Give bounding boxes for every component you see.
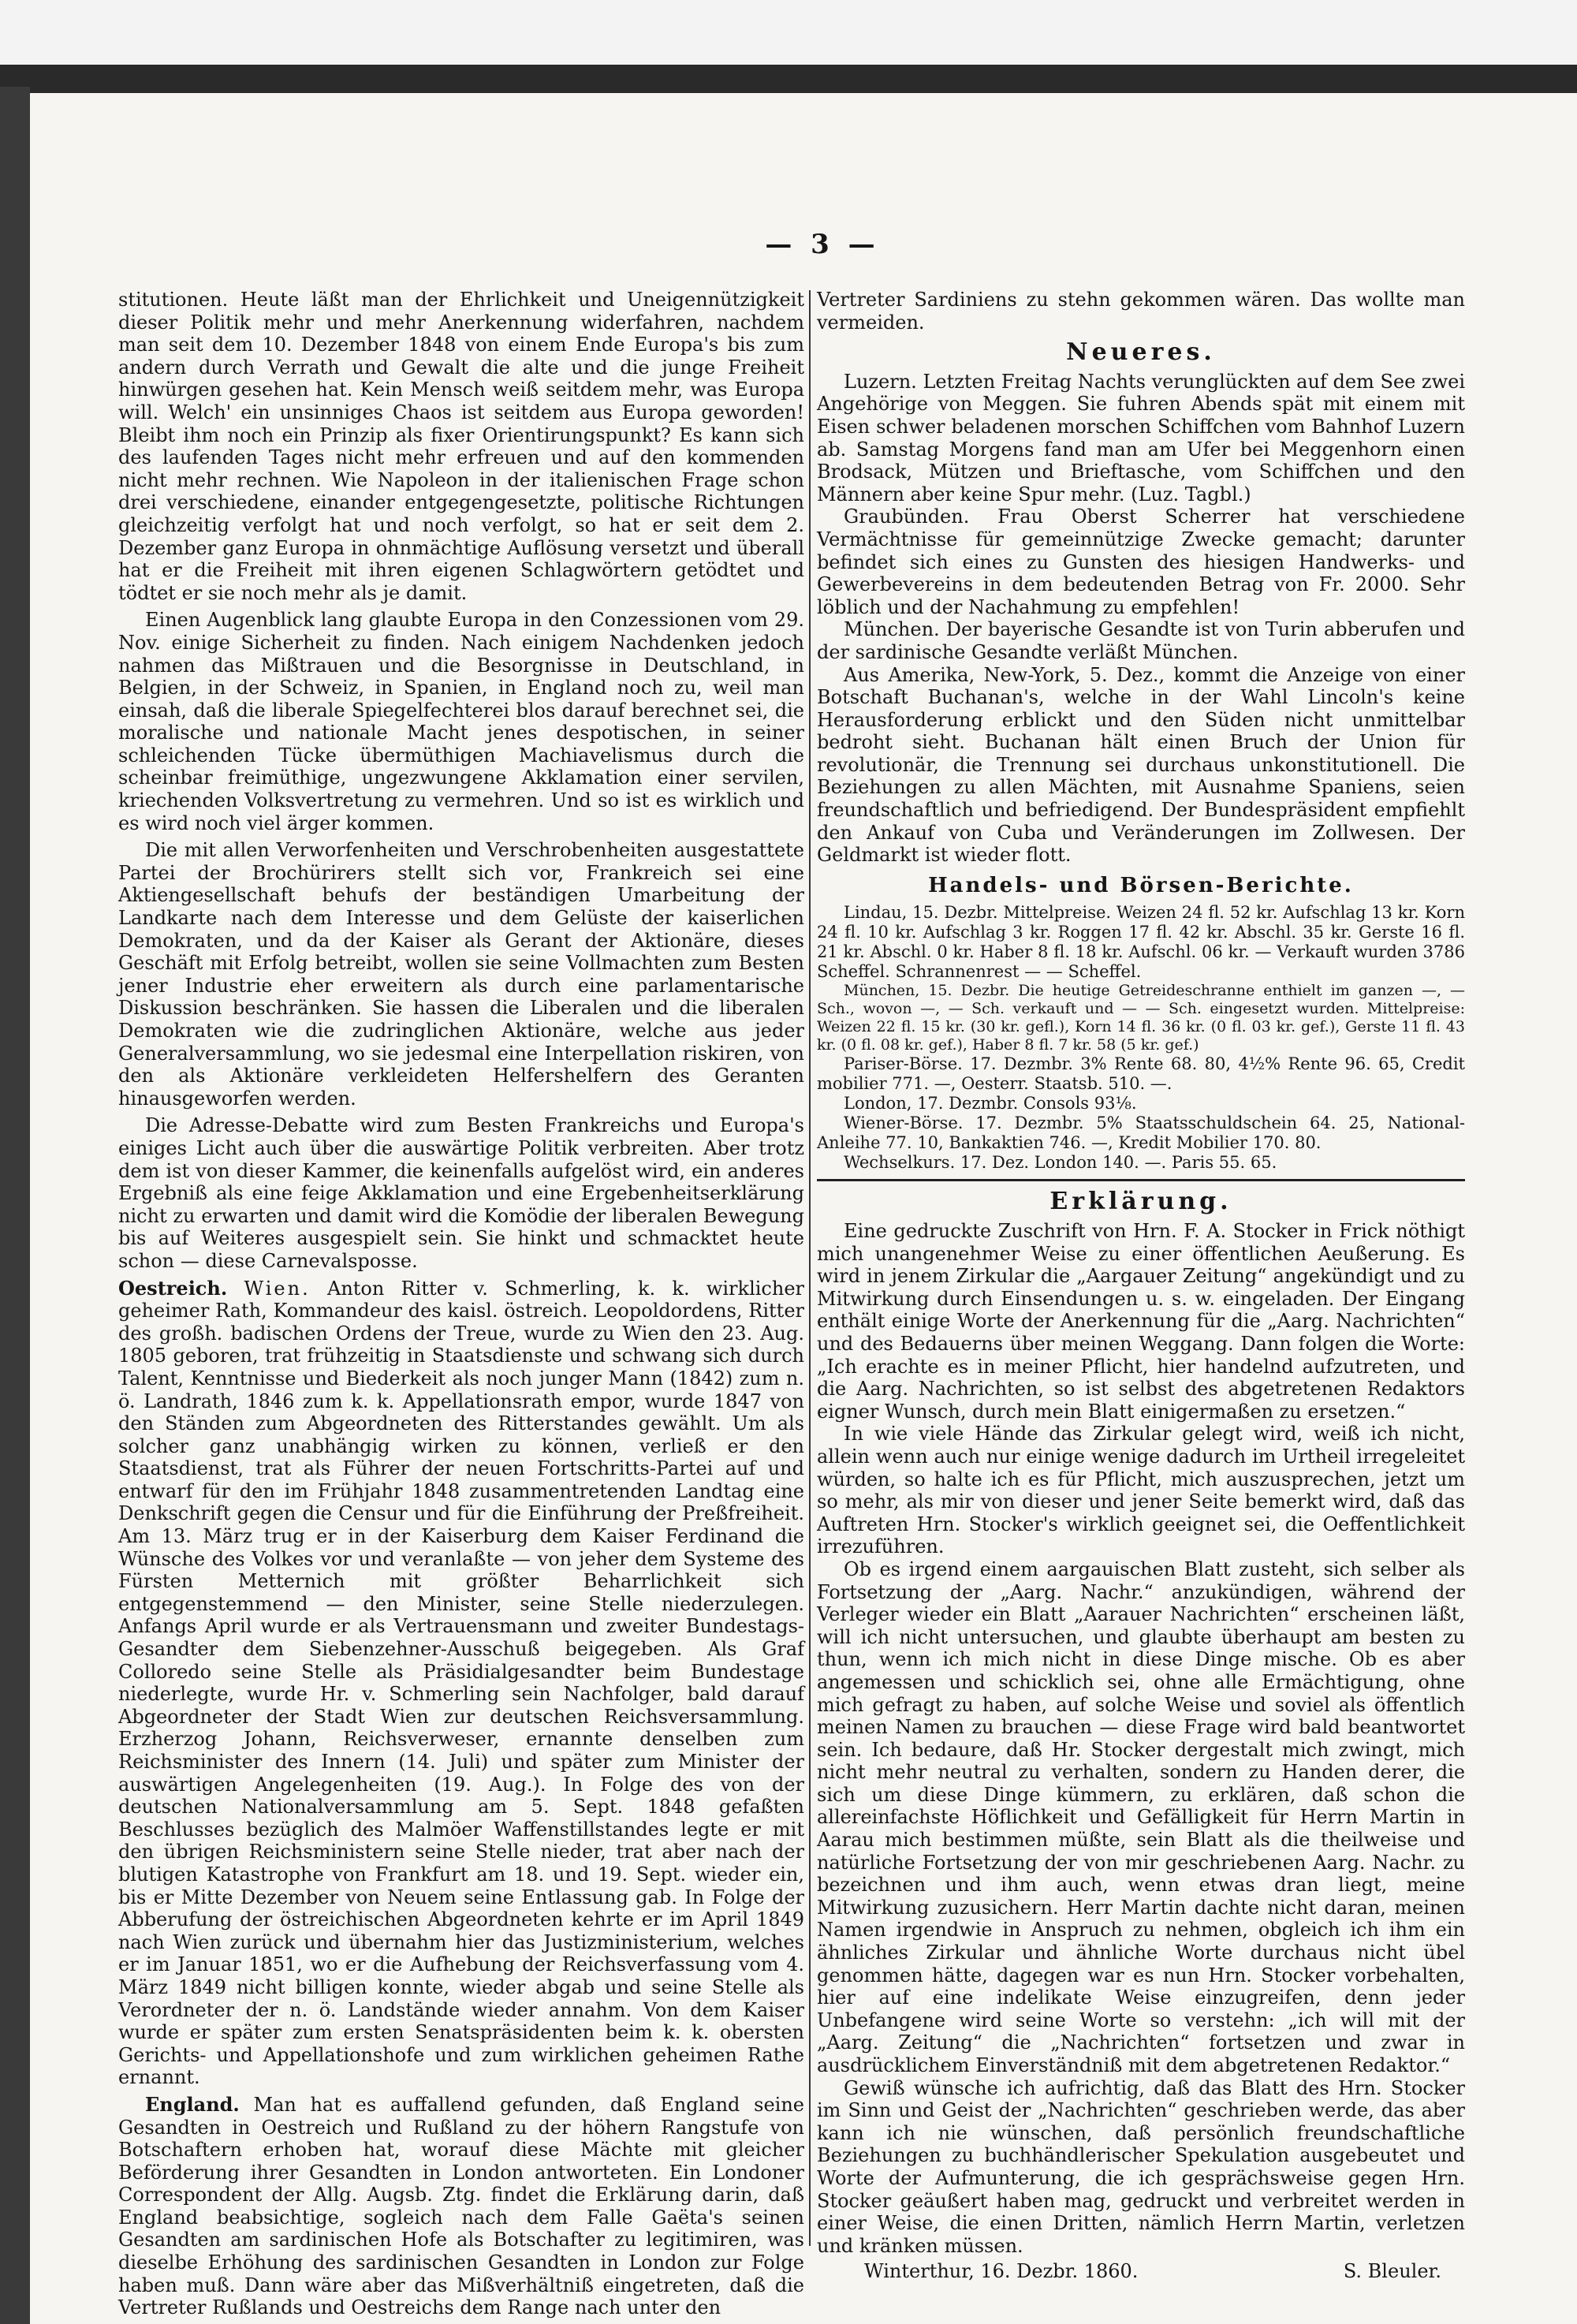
news-item: Aus Amerika, New-York, 5. Dez., kommt die Anzeige von einer Botschaft Buchanan's, welche in der Wahl Lincoln's keine Herausforderung erblickt und den Süden nicht unmittelbar bedroht sieht. Buchanan hält einen Bruch der Union für revolutionär, die Trennung sei durchaus unkonstitutionell. Die Beziehungen zu allen Mächten, mit Ausnahme Spaniens, seien freundschaftlich und befriedigend. Der Bundespräsident empfiehlt den Ankauf von Cuba und Veränderungen im Zollwesen. Der Geldmarkt ist wieder flott.: [817, 663, 1465, 867]
england-text: Man hat es auffallend gefunden, daß England seine Gesandten in Oestreich und Rußland zu der höhern Rangstufe von Botschaftern erhoben hat, worauf diese Mächte mit gleicher Beförderung ihrer Gesandten in London antworteten. Ein Londoner Correspondent der Allg. Augsb. Ztg. findet die Erklärung darin, daß England beabsichtige, sogleich nach dem Falle Gaëta's seinen Gesandten am sardinischen Hofe als Botschafter zu legitimiren, was dieselbe Erhöhung des sardinischen Gesandten in London zur Folge haben muß. Dann wäre aber das Mißverhältniß eingetreten, daß die Vertreter Rußlands und Oestreichs dem Range nach unter den: [118, 2093, 804, 2319]
declaration-paragraph: In wie viele Hände das Zirkular gelegt wird, weiß ich nicht, allein wenn auch nur einige wenige dadurch im Urtheil irregeleitet würden, so halte ich es für Pflicht, mich auszusprechen, jetzt um so mehr, als mir von dieser und jener Seite bemerkt wird, daß das Auftreten Hrn. Stocker's wirklich geeignet sei, die Oeffentlichkeit irrezuführen.: [817, 1423, 1465, 1558]
market-report: Pariser-Börse. 17. Dezmbr. 3% Rente 68. 80, 4½% Rente 96. 65, Credit mobilier 771. —, Oesterr. Staatsb. 510. —.: [817, 1054, 1465, 1094]
market-report: Lindau, 15. Dezbr. Mittelpreise. Weizen 24 fl. 52 kr. Aufschlag 13 kr. Korn 24 fl. 10 kr. Aufschlag 3 kr. Roggen 17 fl. 42 kr. Abschl. 35 kr. Gerste 16 fl. 21 kr. Abschl. 0 kr. Haber 8 fl. 18 kr. Aufschl. 06 kr. — Verkauft wurden 3786 Scheffel. Schrannenrest — — Scheffel.: [817, 903, 1465, 982]
article-paragraph: Die mit allen Verworfenheiten und Verschrobenheiten ausgestattete Partei der Brochürirers stellt sich vor, Frankreich sei eine Aktiengesellschaft behufs der beständigen Umarbeitung der Landkarte nach dem Interesse und dem Gelüste der kaiserlichen Demokraten, und da der Kaiser als Gerant der Aktionäre, dieses Geschäft mit Erfolg betreibt, wollen sie seine Vollmachten zum Besten jener Industrie eher erweitern als durch eine parlamentarische Diskussion beschränken. Sie hassen die Liberalen und die liberalen Demokraten wie die zudringlichen Aktionäre, welche aus jeder Generalversammlung, wo sie jedesmal eine Interpellation riskiren, von den als Aktionäre verkleideten Helfershelfern des Geranten hinausgeworfen werden.: [118, 839, 804, 1110]
news-item: Graubünden. Frau Oberst Scherrer hat verschiedene Vermächtnisse für gemeinnützige Zwecke gemacht; darunter befindet sich eines zu Gunsten des hiesigen Handwerks- und Gewerbevereins in dem bedeutenden Betrag von Fr. 2000. Sehr löblich und der Nachahmung zu empfehlen!: [817, 505, 1465, 618]
declaration-paragraph: Gewiß wünsche ich aufrichtig, daß das Blatt des Hrn. Stocker im Sinn und Geist der „Nachrichten“ geschrieben werde, das aber kann ich nie wünschen, daß persönlich freundschaftliche Beziehungen zu buchhändlerischer Spekulation ausgebeutet und Worte der Aufmunterung, die ich gesprächsweise gegen Hrn. Stocker geäußert haben mag, gedruckt und verbreitet werden in einer Weise, die einen Dritten, nämlich Herrn Martin, verletzen und kränken müssen.: [817, 2076, 1465, 2257]
oestreich-section: [118, 1278, 804, 2089]
news-item: Luzern. Letzten Freitag Nachts verunglückten auf dem See zwei Angehörige von Meggen. Sie fuhren Abends spät mit einem mit Eisen schwer beladenen morschen Schiffchen vom Bahnhof Luzern ab. Samstag Morgens fand man am Ufer bei Meggenhorn einen Brodsack, Mützen und Brieftasche, vom Schiffchen und den Männern aber keine Spur mehr. (Luz. Tagbl.): [817, 370, 1465, 505]
erklaerung-heading: Erklärung.: [1049, 1188, 1232, 1216]
market-report: Wiener-Börse. 17. Dezmbr. 5% Staatsschuldschein 64. 25, National-Anleihe 77. 10, Bankaktien 746. —, Kredit Mobilier 170. 80.: [817, 1114, 1465, 1153]
neueres-heading: Neueres.: [1066, 338, 1216, 367]
market-report: München, 15. Dezbr. Die heutige Getreideschranne enthielt im ganzen —, — Sch., wovon —, — Sch. verkauft und — — Sch. eingesetzt wurden. Mittelpreise: Weizen 22 fl. 15 kr. (30 kr. gefl.), Korn 14 fl. 36 kr. (0 fl. 03 kr. gef.), Gerste 11 fl. 43 kr. (0 fl. 08 kr. gef.), Haber 8 fl. 7 kr. 58 (5 kr. gef.): [817, 982, 1465, 1054]
oestreich-heading: Oestreich.: [118, 1276, 228, 1300]
news-item: München. Der bayerische Gesandte ist von Turin abberufen und der sardinische Gesandte verläßt München.: [817, 618, 1465, 663]
declaration-paragraph: Ob es irgend einem aargauischen Blatt zusteht, sich selber als Fortsetzung der „Aarg. Nachr.“ anzukündigen, während der Verleger wieder ein Blatt „Aarauer Nachrichten“ erscheinen läßt, will ich nicht untersuchen, und glaubte überhaupt am besten zu thun, wenn ich mich nicht in diese Dinge mische. Ob es aber angemessen und schicklich sei, ohne alle Ermächtigung, ohne mich gefragt zu haben, auf solche Weise und soviel als öffentlich meinen Namen zu brauchen — diese Frage wird bald beantwortet sein. Ich bedaure, daß Hr. Stocker dergestalt mich zwingt, mich nicht mehr neutral zu verhalten, sondern zu Handen derer, die sich um diese Dinge kümmern, zu erklären, daß schon die allereinfachste Höflichkeit und Gefälligkeit für Herrn Martin in Aarau mich bestimmen müßte, sein Blatt als die theilweise und natürliche Fortsetzung der von mir geschriebenen Aarg. Nachr. zu bezeichnen und ihm auch, wenn etwas dran liegt, meine Mitwirkung zuzusichern. Herr Martin dachte nicht daran, meinen Namen irgendwie in Anspruch zu nehmen, obgleich ich ihm ein ähnliches Zirkular und ähnliche Worte durchaus nicht übel genommen hätte, dagegen war es nun Hrn. Stocker vorbehalten, hier auf eine indelikate Weise einzugreifen, denn jeder Unbefangene wird seine Worte so verstehn: „ich will mit der „Aarg. Zeitung“ die „Nachrichten“ fortsetzen und zwar in ausdrücklichem Einverständniß mit dem abgetretenen Redaktor.“: [817, 1557, 1465, 2076]
declaration-paragraph: Eine gedruckte Zuschrift von Hrn. F. A. Stocker in Frick nöthigt mich unangenehmer Weise zu einer öffentlichen Aeußerung. Es wird in jenem Zirkular die „Aargauer Zeitung“ angekündigt und zu Mitwirkung durch Einsendungen u. s. w. eingeladen. Der Eingang enthält einige Worte der Anerkennung für die „Aarg. Nachrichten“ und des Bedauerns über meinen Weggang. Dann folgen die Worte: „Ich erachte es in meiner Pflicht, hier handelnd aufzutreten, und die Aarg. Nachrichten, so ist selbst des abgetretenen Redaktors eigner Wunsch, durch mein Blatt einigermaßen zu ersetzen.“: [817, 1220, 1465, 1423]
column-divider: [809, 290, 811, 2246]
signature-row: [817, 2260, 1465, 2283]
england-heading: England.: [145, 2092, 240, 2116]
market-report: London, 17. Dezmbr. Consols 93⅛.: [844, 1094, 1137, 1114]
section-rule: [817, 1179, 1465, 1181]
oestreich-place: Wien.: [244, 1277, 311, 1300]
scan-left-edge: [0, 87, 30, 2324]
scan-background-top: [0, 0, 1577, 69]
continuation-paragraph: Vertreter Sardiniens zu stehn gekommen wären. Das wollte man vermeiden.: [817, 289, 1465, 334]
left-column: [118, 289, 804, 2319]
england-section: [118, 2094, 804, 2319]
signature-name: S. Bleuler.: [1343, 2260, 1441, 2283]
oestreich-text: Anton Ritter v. Schmerling, k. k. wirklicher geheimer Rath, Kommandeur des kaisl. östreich. Leopoldordens, Ritter des großh. badischen Ordens der Treue, wurde zu Wien den 23. Aug. 1805 geboren, trat frühzeitig in Staatsdienste und schwang sich durch Talent, Kenntnisse und Biederkeit als noch junger Mann (1842) zum n. ö. Landrath, 1846 zum k. k. Appellationsrath empor, wurde 1847 von den Ständen zum Abgeordneten des Ritterstandes gewählt. Um als solcher ganz unabhängig wirken zu können, verließ er den Staatsdienst, trat als Führer der neuen Fortschritts-Partei auf und entwarf für den im Frühjahr 1848 zusammentretenden Landtag eine Denkschrift gegen die Censur und für die Einführung der Preßfreiheit. Am 13. März trug er in der Kaiserburg dem Kaiser Ferdinand die Wünsche des Volkes vor und veranlaßte — von jeher dem Systeme des Fürsten Metternich mit größter Beharrlichkeit sich entgegenstemmend — den Minister, seine Stelle niederzulegen. Anfangs April wurde er als Vertrauensmann und zweiter Bundestags-Gesandter dem Siebenzehner-Ausschuß beigegeben. Als Graf Colloredo seine Stelle als Präsidialgesandter beim Bundestage niederlegte, wurde Hr. v. Schmerling sein Nachfolger, bald darauf Abgeordneter der Stadt Wien zur deutschen Reichsversammlung. Erzherzog Johann, Reichsverweser, ernannte denselben zum Reichsminister des Innern (14. Juli) und später zum Minister der auswärtigen Angelegenheiten (19. Aug.). In Folge des von der deutschen Nationalversammlung am 5. Sept. 1848 gefaßten Beschlusses bezüglich des Malmöer Waffenstillstandes legte er mit den übrigen Reichsministern seine Stelle nieder, trat aber nach der blutigen Katastrophe von Frankfurt am 18. und 19. Sept. wieder ein, bis er Mitte Dezember von Neuem seine Entlassung gab. In Folge der Abberufung der östreichischen Abgeordneten kehrte er im April 1849 nach Wien zurück und übernahm hier das Justizministerium, welches er im Januar 1851, wo er die Aufhebung der Reichsverfassung vom 4. März 1849 nicht billigen konnte, wieder abgab und seine Stelle als Verordneter der n. ö. Landstände wieder annahm. Von dem Kaiser wurde er später zum ersten Senatspräsidenten beim k. k. obersten Gerichts- und Appellationshofe und zum wirklichen geheimen Rathe ernannt.: [118, 1277, 804, 2089]
market-report: Wechselkurs. 17. Dez. London 140. —. Paris 55. 65.: [844, 1153, 1277, 1173]
newspaper-page: [30, 93, 1577, 2324]
signature-place: Winterthur, 16. Dezbr. 1860.: [864, 2260, 1139, 2283]
article-paragraph: Einen Augenblick lang glaubte Europa in den Conzessionen vom 29. Nov. einige Sicherheit zu finden. Nach einigem Nachdenken jedoch nahmen das Mißtrauen und die Besorgnisse in Deutschland, in Belgien, in der Schweiz, in Spanien, in England noch zu, weil man einsah, daß die liberale Spiegelfechterei blos darauf berechnet sei, die moralische und nationale Macht jenes despotischen, in seiner schleichenden Tücke übermüthigen Machiavelismus durch die scheinbar freimüthige, ungezwungene Akklamation einer servilen, kriechenden Volksvertretung zu vermehren. Und so ist es wirklich und es wird noch viel ärger kommen.: [118, 609, 804, 834]
article-paragraph: Die Adresse-Debatte wird zum Besten Frankreichs und Europa's einiges Licht auch über die auswärtige Politik verbreiten. Aber trotz dem ist von dieser Kammer, die keinenfalls aufgelöst wird, ein anderes Ergebniß als eine feige Akklamation und eine Ergebenheitserklärung nicht zu erwarten und damit wird die Komödie der liberalen Bewegung bis auf Weiteres ausgespielt sein. Sie hinkt und schmacktet heute schon — diese Carnevalsposse.: [118, 1114, 804, 1272]
page-number: — 3 —: [765, 229, 880, 260]
right-column: [817, 289, 1465, 2283]
article-paragraph: stitutionen. Heute läßt man der Ehrlichkeit und Uneigennützigkeit dieser Politik mehr und mehr Anerkennung widerfahren, nachdem man seit dem 10. Dezember 1848 von einem Ende Europa's bis zum andern durch Verrath und Gewalt die alte und die junge Freiheit hinwürgen gesehen hat. Kein Mensch weiß seitdem mehr, was Europa will. Welch' ein unsinniges Chaos ist seitdem aus Europa geworden! Bleibt ihm noch ein Prinzip als fixer Orientirungspunkt? Es kann sich des laufenden Tages nicht mehr erfreuen und auf den kommenden nicht mehr rechnen. Wie Napoleon in der italienischen Frage schon drei verschiedene, einander entgegengesetzte, politische Richtungen gleichzeitig verfolgt hat und noch verfolgt, so hat er seit dem 2. Dezember ganz Europa in ohnmächtige Auflösung versetzt und überall hat er die Freiheit mit ihren eigenen Schlagwörtern getödtet und tödtet er sie noch mehr als je damit.: [118, 289, 804, 604]
markets-heading: Handels- und Börsen-Berichte.: [928, 873, 1354, 897]
